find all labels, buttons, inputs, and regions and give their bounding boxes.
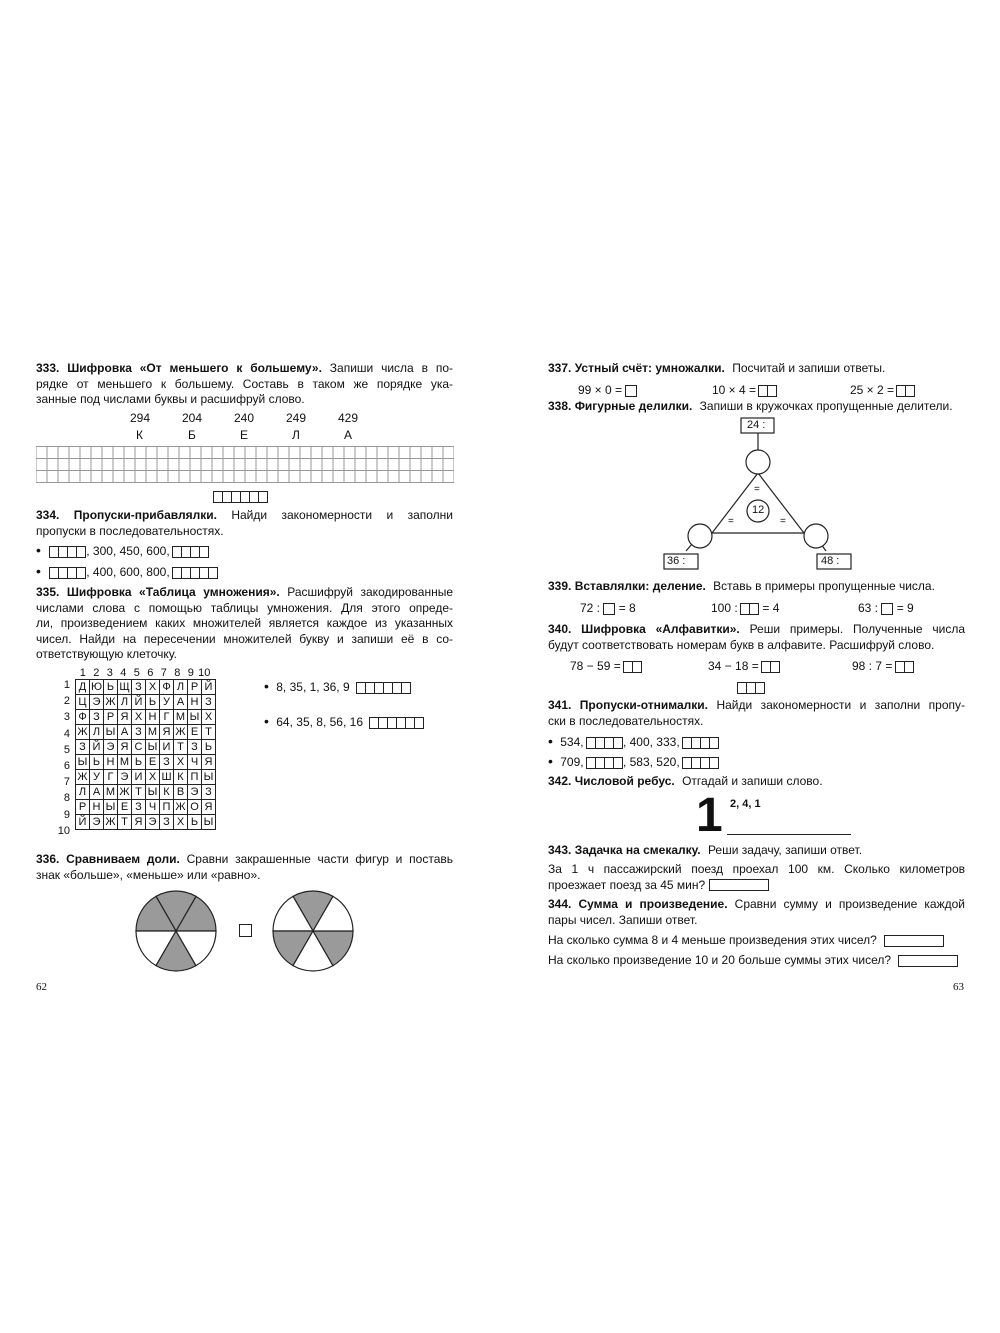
answer-cells[interactable] <box>741 603 759 615</box>
answer-cells-340[interactable] <box>738 680 765 694</box>
table-cell: Й <box>132 695 146 710</box>
right-dividend: 48 : <box>821 555 840 567</box>
example-339-2-left: 100 : <box>711 601 738 615</box>
answer-box[interactable] <box>881 603 893 615</box>
task-340-text: Реши примеры. Полученные числа <box>749 622 965 636</box>
table-cell: Ь <box>104 680 118 695</box>
table-cell: Ч <box>188 755 202 770</box>
sequence-1 <box>36 542 209 558</box>
sequence-341-1 <box>548 733 719 749</box>
table-cell: А <box>118 725 132 740</box>
example-339-3 <box>858 601 914 615</box>
multiplication-table <box>75 679 216 830</box>
table-cell: Ы <box>188 710 202 725</box>
table-cell: Я <box>118 710 132 725</box>
table-cell: З <box>132 800 146 815</box>
page-number-left: 62 <box>36 981 47 993</box>
table-cell: Л <box>90 725 104 740</box>
example-340-2-text: 34 − 18 = <box>708 659 759 673</box>
table-cell: Т <box>132 785 146 800</box>
task-340 <box>548 622 965 653</box>
letter-1: К <box>136 428 143 442</box>
table-cell: М <box>174 710 188 725</box>
question-344-2 <box>548 953 958 967</box>
table-cell: Ж <box>175 726 186 738</box>
task-342-text: Отгадай и запиши слово. <box>682 774 823 788</box>
bullet-icon: • <box>36 563 41 579</box>
table-cell: Э <box>188 785 202 800</box>
col-header-1: 1 <box>79 667 86 679</box>
example-339-3-left: 63 : <box>858 601 879 615</box>
number-4: 249 <box>286 411 307 425</box>
task-341-line2: ски в последовательностях. <box>548 713 704 728</box>
table-cell: З <box>90 710 104 725</box>
rebus-hint: 2, 4, 1 <box>730 798 761 810</box>
table-cell: З <box>202 785 216 800</box>
task-341 <box>548 698 965 729</box>
page-number-right: 63 <box>953 981 964 993</box>
circle-figure-right <box>271 889 355 973</box>
table-cell: Я <box>202 800 216 815</box>
sequence-1-blank[interactable] <box>50 546 86 558</box>
task-334-line2: пропуски в последовательностях. <box>36 523 224 538</box>
sequence-341-2-mid: , 583, 520, <box>622 755 680 769</box>
task-334-title: 334. Пропуски-прибавлялки. <box>36 508 217 522</box>
example-337-3 <box>850 383 915 397</box>
table-cell: М <box>146 725 160 740</box>
code-2-text: 64, 35, 8, 56, 16 <box>276 715 363 729</box>
task-333-text: Запиши числа в по- <box>329 361 453 375</box>
task-341-title: 341. Пропуски-отнималки. <box>548 698 709 712</box>
row-header-8: 8 <box>63 792 70 805</box>
divider-circle-top[interactable] <box>746 450 770 474</box>
table-cell: Ж <box>77 726 88 738</box>
table-cell: Р <box>76 800 90 815</box>
sequence-2-blank[interactable] <box>50 567 86 579</box>
example-339-1-right: = 8 <box>618 601 636 615</box>
table-cell: Т <box>118 815 132 830</box>
table-cell: З <box>132 680 146 695</box>
table-cell: Ю <box>90 681 103 693</box>
table-cell: Ы <box>146 740 160 755</box>
row-header-2: 2 <box>63 695 70 708</box>
task-336-title: 336. Сравниваем доли. <box>36 852 180 866</box>
task-343-text: Реши задачу, запиши ответ. <box>707 843 863 857</box>
table-cell: З <box>76 740 90 755</box>
table-cell: Ь <box>202 740 216 755</box>
sequence-341-1-mid: , 400, 333, <box>622 735 680 749</box>
task-333-title: 333. Шифровка «От меньшего к большему». <box>36 361 322 375</box>
answer-field-344-2[interactable] <box>898 955 958 967</box>
table-cell: Р <box>188 680 202 695</box>
answer-cells[interactable] <box>897 385 915 397</box>
table-cell: Ы <box>104 800 118 815</box>
table-cell: Ы <box>104 725 118 740</box>
sequence-1-blank-end[interactable] <box>173 546 209 558</box>
table-cell: Е <box>118 800 132 815</box>
table-cell: Я <box>160 725 174 740</box>
task-335-title: 335. Шифровка «Таблица умножения». <box>36 585 280 599</box>
table-cell: Э <box>118 770 132 785</box>
table-cell: З <box>188 740 202 755</box>
task-343-title: 343. Задачка на смекалку. <box>548 843 701 857</box>
eq-top: = <box>754 484 760 495</box>
table-cell: Л <box>76 785 90 800</box>
table-cell: Х <box>174 815 188 830</box>
table-row <box>76 800 216 815</box>
table-row <box>76 740 216 755</box>
sequence-341-2 <box>548 753 719 769</box>
table-cell: Е <box>188 725 202 740</box>
letter-4: Л <box>292 428 300 442</box>
example-340-2 <box>708 659 780 673</box>
answer-cells[interactable] <box>624 661 642 673</box>
code-2 <box>264 713 424 729</box>
col-header-5: 5 <box>133 667 140 679</box>
table-cell: Ж <box>175 801 186 813</box>
table-cell: С <box>132 740 146 755</box>
task-343 <box>548 843 965 859</box>
task-343-line2: За 1 ч пассажирский поезд проехал 100 км. Сколько километров <box>548 862 965 876</box>
table-cell: М <box>104 785 118 800</box>
sequence-2-text: , 400, 600, 800, <box>86 565 170 579</box>
task-335-text: Расшифруй закодированные <box>287 585 453 599</box>
left-dividend: 36 : <box>667 555 686 567</box>
answer-cells-333[interactable] <box>214 489 268 503</box>
table-cell: М <box>118 755 132 770</box>
task-344-text: Сравни сумму и произведение каждой <box>734 897 965 911</box>
task-343-problem <box>548 862 965 893</box>
table-cell: Й <box>90 740 104 755</box>
answer-cells[interactable] <box>683 757 719 769</box>
task-339-title: 339. Вставлялки: деление. <box>548 579 706 593</box>
letter-3: Е <box>240 428 249 442</box>
table-cell: Ш <box>161 771 172 783</box>
table-cell: Х <box>132 710 146 725</box>
example-339-3-right: = 9 <box>896 601 914 615</box>
table-cell: Ф <box>76 710 90 725</box>
example-337-2-text: 10 × 4 = <box>712 383 757 397</box>
table-cell: Э <box>90 815 104 830</box>
circle-figure-left <box>134 889 218 973</box>
col-header-3: 3 <box>106 667 113 679</box>
example-340-1 <box>570 659 642 673</box>
eq-right: = <box>780 516 786 527</box>
table-cell: Э <box>146 815 160 830</box>
task-333-line3: занные под числами буквы и расшифруй слово. <box>36 392 305 406</box>
row-header-4: 4 <box>63 727 70 740</box>
divider-circle-left[interactable] <box>688 524 712 548</box>
table-cell: Н <box>188 695 202 710</box>
table-cell: Х <box>202 710 216 725</box>
task-333-line2: рядке от меньшего к большему. Составь в таком же порядке ука- <box>36 376 453 391</box>
table-cell: И <box>160 740 174 755</box>
bullet-icon: • <box>548 753 553 769</box>
task-336-text: Сравни закрашенные части фигур и поставь <box>186 852 453 866</box>
row-header-3: 3 <box>63 711 70 724</box>
example-340-1-text: 78 − 59 = <box>570 659 621 673</box>
table-cell: К <box>160 785 174 800</box>
table-cell: А <box>90 785 104 800</box>
table-row <box>76 815 216 830</box>
task-340-title: 340. Шифровка «Алфавитки». <box>548 622 740 636</box>
task-335-line3: ли, произведением каких множителей является каждое из указанных <box>36 616 453 630</box>
table-cell: Э <box>104 740 118 755</box>
bullet-icon: • <box>36 542 41 558</box>
table-cell: Ы <box>202 770 216 785</box>
triangle-diagram <box>650 415 870 575</box>
task-337 <box>548 361 965 377</box>
task-334 <box>36 508 453 539</box>
top-dividend: 24 : <box>747 419 766 431</box>
task-336-line2: знак «больше», «меньше» или «равно». <box>36 867 261 882</box>
row-header-1: 1 <box>63 679 70 691</box>
task-335-line4: чисел. Найди на пересечении множителей букву и запиши её в со- <box>36 631 453 646</box>
table-cell: Х <box>146 770 160 785</box>
answer-cells[interactable] <box>762 661 780 673</box>
task-340-line2: будут соответствовать номерам букв в алфавите. Расшифруй слово. <box>548 637 935 652</box>
bullet-icon: • <box>264 713 269 729</box>
bullet-icon: • <box>548 733 553 749</box>
rebus-digit: 1 <box>696 789 723 842</box>
table-cell: Т <box>202 725 216 740</box>
table-cell: Т <box>174 740 188 755</box>
task-337-title: 337. Устный счёт: умножалки. <box>548 361 725 375</box>
task-336 <box>36 852 453 883</box>
table-cell: Ж <box>105 816 116 828</box>
example-337-1 <box>578 383 637 397</box>
table-cell: Ф <box>160 680 174 695</box>
task-335-line2: числами слова с помощью таблицы умножения. Для этого опреде- <box>36 600 453 615</box>
table-cell: Г <box>160 710 174 725</box>
number-1: 294 <box>130 411 151 425</box>
table-row <box>76 770 216 785</box>
example-339-2-right: = 4 <box>762 601 780 615</box>
multiplication-col-headers <box>76 665 211 679</box>
table-cell: Ы <box>76 755 90 770</box>
answer-cells[interactable] <box>683 737 719 749</box>
row-header-10: 10 <box>57 824 70 837</box>
table-cell: Ы <box>202 815 216 830</box>
row-header-5: 5 <box>63 743 70 756</box>
sequence-341-2-start: 709, <box>560 755 584 769</box>
divider-circle-right[interactable] <box>804 524 828 548</box>
table-cell: Л <box>174 680 188 695</box>
table-cell: Ы <box>146 785 160 800</box>
table-row <box>76 785 216 800</box>
letter-5: А <box>344 428 353 442</box>
table-cell: О <box>188 800 202 815</box>
sequence-2-blank-end[interactable] <box>173 567 218 579</box>
table-cell: З <box>160 815 174 830</box>
example-337-2 <box>712 383 777 397</box>
example-337-3-text: 25 × 2 = <box>850 383 895 397</box>
table-cell: Ц <box>76 695 90 710</box>
question-344-2-text: На сколько произведение 10 и 20 больше суммы этих чисел? <box>548 953 892 967</box>
number-5: 429 <box>338 411 359 425</box>
example-340-3 <box>852 659 914 673</box>
table-cell: З <box>160 755 174 770</box>
table-row <box>76 695 216 710</box>
table-cell: З <box>132 725 146 740</box>
comparison-box[interactable] <box>239 924 252 937</box>
col-header-10: 10 <box>198 667 211 679</box>
table-cell: Ь <box>188 815 202 830</box>
row-header-9: 9 <box>63 808 70 821</box>
answer-field-344-1[interactable] <box>884 935 944 947</box>
task-343-line3: проезжает поезд за 45 мин? <box>548 877 706 892</box>
bullet-icon: • <box>264 678 269 694</box>
row-header-7: 7 <box>63 776 70 789</box>
task-342 <box>548 774 965 790</box>
code-2-cells[interactable] <box>370 717 424 729</box>
task-344 <box>548 897 965 928</box>
table-cell: Х <box>174 755 188 770</box>
task-341-text: Найди закономерности и заполни пропу- <box>716 698 965 712</box>
question-344-1-text: На сколько сумма 8 и 4 меньше произведения этих чисел? <box>548 933 877 947</box>
task-333 <box>36 361 453 408</box>
table-cell: Ь <box>146 695 160 710</box>
table-row <box>76 725 216 740</box>
sequence-341-1-start: 534, <box>560 735 584 749</box>
answer-cells[interactable] <box>587 737 623 749</box>
answer-box[interactable] <box>625 385 637 397</box>
table-cell: П <box>188 770 202 785</box>
task-344-title: 344. Сумма и произведение. <box>548 897 728 911</box>
example-339-1 <box>580 601 636 615</box>
table-cell: Й <box>76 815 90 830</box>
row-header-6: 6 <box>63 760 70 772</box>
table-cell: Д <box>76 680 90 695</box>
answer-box[interactable] <box>603 603 615 615</box>
col-header-9: 9 <box>187 667 194 679</box>
table-cell: Р <box>104 710 118 725</box>
task-338-text: Запиши в кружочках пропущенные делители. <box>699 399 953 413</box>
task-335 <box>36 585 453 663</box>
question-344-1 <box>548 933 944 947</box>
table-cell: Ж <box>105 696 116 708</box>
example-339-1-left: 72 : <box>580 601 601 615</box>
task-338-title: 338. Фигурные делилки. <box>548 399 693 413</box>
answer-field-343[interactable] <box>709 879 769 891</box>
table-cell: Н <box>146 710 160 725</box>
task-335-line5: ответствующую клеточку. <box>36 647 177 661</box>
table-cell: В <box>174 785 188 800</box>
number-2: 204 <box>182 411 203 425</box>
table-cell: Щ <box>119 681 130 693</box>
table-cell: Н <box>90 800 104 815</box>
eq-left: = <box>728 516 734 527</box>
answer-cells[interactable] <box>759 385 777 397</box>
center-number: 12 <box>752 504 765 516</box>
answer-cells[interactable] <box>896 661 914 673</box>
example-337-1-text: 99 × 0 = <box>578 383 623 397</box>
table-cell: Я <box>118 740 132 755</box>
table-cell: Л <box>118 695 132 710</box>
table-cell: Ч <box>146 800 160 815</box>
table-cell: П <box>160 800 174 815</box>
table-cell: Н <box>104 755 118 770</box>
table-cell: И <box>132 770 146 785</box>
col-header-6: 6 <box>147 667 154 679</box>
task-334-text: Найди закономерности и заполни <box>231 508 453 522</box>
sequence-2 <box>36 563 218 579</box>
task-342-title: 342. Числовой ребус. <box>548 774 675 788</box>
table-cell: А <box>174 695 188 710</box>
sequence-1-text: , 300, 450, 600, <box>86 544 170 558</box>
table-cell: Я <box>132 815 146 830</box>
table-cell: Ь <box>132 755 146 770</box>
table-cell: Э <box>90 695 104 710</box>
table-cell: З <box>202 695 216 710</box>
rebus-answer-line[interactable] <box>727 834 851 835</box>
example-340-3-text: 98 : 7 = <box>852 659 893 673</box>
answer-cells[interactable] <box>587 757 623 769</box>
code-1 <box>264 678 411 694</box>
table-cell: Ь <box>90 755 104 770</box>
col-header-7: 7 <box>160 667 167 679</box>
table-cell: Ж <box>119 786 130 798</box>
table-row <box>76 755 216 770</box>
table-row <box>76 680 216 695</box>
table-cell: У <box>160 695 174 710</box>
task-339-text: Вставь в примеры пропущенные числа. <box>713 579 935 593</box>
table-cell: У <box>90 770 104 785</box>
col-header-8: 8 <box>174 667 181 679</box>
table-cell: Е <box>146 755 160 770</box>
example-339-2 <box>711 601 779 615</box>
code-1-text: 8, 35, 1, 36, 9 <box>276 680 350 694</box>
task-338 <box>548 399 965 415</box>
working-grid[interactable] <box>36 446 454 484</box>
col-header-4: 4 <box>120 667 127 679</box>
task-339 <box>548 579 965 595</box>
col-header-2: 2 <box>93 667 100 679</box>
code-1-cells[interactable] <box>357 682 411 694</box>
table-cell: Г <box>104 770 118 785</box>
task-344-line2: пары чисел. Запиши ответ. <box>548 912 698 927</box>
task-337-text: Посчитай и запиши ответы. <box>732 361 886 375</box>
letter-2: Б <box>188 428 196 442</box>
table-cell: Й <box>202 680 216 695</box>
table-cell: Я <box>202 755 216 770</box>
table-cell: К <box>174 770 188 785</box>
table-cell: Х <box>146 680 160 695</box>
number-3: 240 <box>234 411 255 425</box>
table-cell: Ж <box>77 771 88 783</box>
table-row <box>76 710 216 725</box>
